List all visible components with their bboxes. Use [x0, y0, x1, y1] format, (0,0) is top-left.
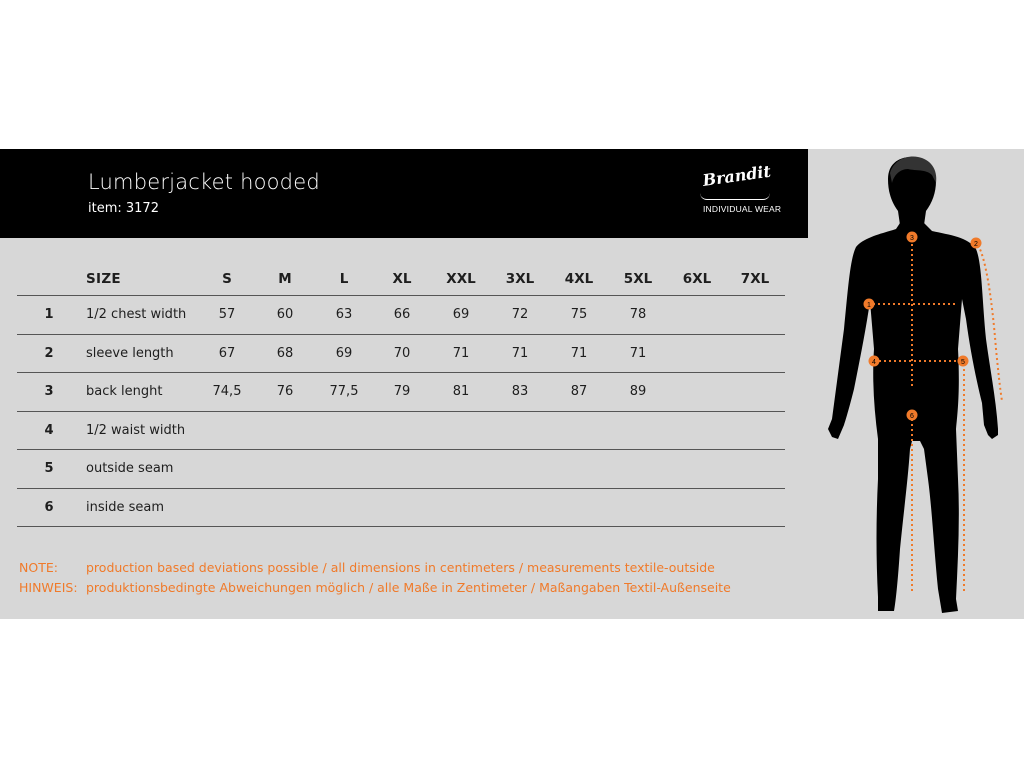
header-bar — [0, 149, 808, 238]
measurement-value — [671, 373, 723, 411]
measurement-value: 70 — [393, 345, 411, 361]
marker-6-icon — [907, 410, 918, 421]
table-row — [17, 489, 785, 528]
row-number: 4 — [44, 422, 54, 438]
table-row — [17, 373, 785, 412]
measurement-value: 67 — [218, 345, 236, 361]
body-silhouette-diagram — [808, 149, 1024, 619]
measurement-value — [553, 450, 605, 488]
row-number: 3 — [44, 384, 54, 400]
measurement-value: 69 — [452, 307, 470, 323]
measurement-value — [201, 489, 253, 527]
marker-2-icon — [971, 238, 982, 249]
measurement-value — [729, 296, 781, 334]
row-number: 1 — [44, 307, 54, 323]
measurement-value — [376, 489, 428, 527]
size-header: S — [222, 270, 232, 287]
measurement-value — [435, 412, 487, 450]
measurement-value — [553, 412, 605, 450]
measurement-label: 1/2 waist width — [86, 422, 186, 438]
marker-3-label: 3 — [910, 235, 914, 242]
table-row — [17, 412, 785, 451]
measurement-value — [201, 412, 253, 450]
row-number: 2 — [44, 345, 54, 361]
marker-4-label: 4 — [872, 359, 876, 366]
size-header: 6XL — [682, 270, 712, 287]
note-key: NOTE: — [19, 560, 58, 575]
table-row — [17, 335, 785, 374]
measurement-value: 83 — [511, 384, 529, 400]
marker-5-label: 5 — [961, 359, 965, 366]
measurement-value: 89 — [629, 384, 647, 400]
measurement-value: 72 — [511, 307, 529, 323]
measurement-value: 71 — [570, 345, 588, 361]
measurement-value — [612, 489, 664, 527]
measurement-value — [671, 412, 723, 450]
product-title: Lumberjacket hooded — [88, 170, 320, 194]
size-header: 5XL — [623, 270, 653, 287]
measurement-label: inside seam — [86, 499, 165, 515]
brand-name: Brandit — [701, 161, 772, 190]
measurement-value: 74,5 — [212, 384, 242, 400]
size-header: 3XL — [505, 270, 535, 287]
measurement-value — [671, 489, 723, 527]
measurement-value — [435, 489, 487, 527]
measurement-value: 71 — [511, 345, 529, 361]
measurement-value — [259, 489, 311, 527]
measurement-value — [318, 489, 370, 527]
marker-1-icon — [864, 299, 875, 310]
size-chart-card — [0, 149, 1024, 619]
measurement-value — [318, 412, 370, 450]
measurement-value: 81 — [452, 384, 470, 400]
measurement-value — [259, 450, 311, 488]
brand-tagline: INDIVIDUAL WEAR — [703, 204, 782, 214]
measurement-value: 68 — [276, 345, 294, 361]
measurement-value — [729, 489, 781, 527]
row-number: 5 — [44, 461, 54, 477]
measurement-value: 77,5 — [329, 384, 359, 400]
measurement-value: 63 — [335, 307, 353, 323]
measurement-figure — [808, 149, 1024, 619]
marker-1-label: 1 — [867, 302, 871, 309]
measurement-label: 1/2 chest width — [86, 307, 187, 323]
size-header: XXL — [446, 270, 476, 287]
measurement-value — [494, 450, 546, 488]
measurement-value — [494, 412, 546, 450]
measurement-value — [671, 296, 723, 334]
measurement-value — [729, 450, 781, 488]
brand-swash — [700, 193, 770, 200]
marker-3-icon — [907, 232, 918, 243]
table-row — [17, 296, 785, 335]
measurement-value: 87 — [570, 384, 588, 400]
marker-4-icon — [869, 356, 880, 367]
size-header: 7XL — [740, 270, 770, 287]
measurement-value — [259, 412, 311, 450]
measurement-value — [729, 373, 781, 411]
measurement-value — [201, 450, 253, 488]
measurement-value — [553, 489, 605, 527]
measurement-value: 71 — [452, 345, 470, 361]
marker-6-label: 6 — [910, 413, 914, 420]
measurement-value: 76 — [276, 384, 294, 400]
measurement-value: 60 — [276, 307, 294, 323]
measurement-value: 75 — [570, 307, 588, 323]
note-key: HINWEIS: — [19, 580, 78, 595]
table-row — [17, 450, 785, 489]
measurement-value: 66 — [393, 307, 411, 323]
size-header: L — [339, 270, 349, 287]
measurement-value — [729, 335, 781, 373]
measurement-value — [729, 412, 781, 450]
measurement-value — [376, 450, 428, 488]
measurement-value: 71 — [629, 345, 647, 361]
item-number: item: 3172 — [88, 201, 159, 216]
note-text: produktionsbedingte Abweichungen möglich / alle Maße in Zentimeter / Maßangaben Textil-Außenseite — [86, 580, 731, 595]
measurement-value — [671, 335, 723, 373]
measurement-value — [494, 489, 546, 527]
measurement-value: 78 — [629, 307, 647, 323]
measurement-label: back lenght — [86, 384, 163, 400]
measurement-value — [376, 412, 428, 450]
marker-2-label: 2 — [974, 241, 978, 248]
measurement-value — [318, 450, 370, 488]
marker-5-icon — [958, 356, 969, 367]
size-header: M — [278, 270, 292, 287]
brand-logo — [700, 161, 786, 217]
size-table — [17, 262, 785, 527]
measurement-value: 79 — [393, 384, 411, 400]
measurement-label: sleeve length — [86, 345, 174, 361]
size-header-label: SIZE — [86, 270, 121, 287]
note-text: production based deviations possible / all dimensions in centimeters / measurements textile-outside — [86, 560, 715, 575]
row-number: 6 — [44, 499, 54, 515]
measurement-value — [612, 412, 664, 450]
measurement-value — [671, 450, 723, 488]
measurement-value: 57 — [218, 307, 236, 323]
size-header: 4XL — [564, 270, 594, 287]
table-header-row — [17, 262, 785, 296]
measurement-value — [612, 450, 664, 488]
size-header: XL — [392, 270, 412, 287]
measurement-value: 69 — [335, 345, 353, 361]
measurement-label: outside seam — [86, 461, 174, 477]
measurement-value — [435, 450, 487, 488]
